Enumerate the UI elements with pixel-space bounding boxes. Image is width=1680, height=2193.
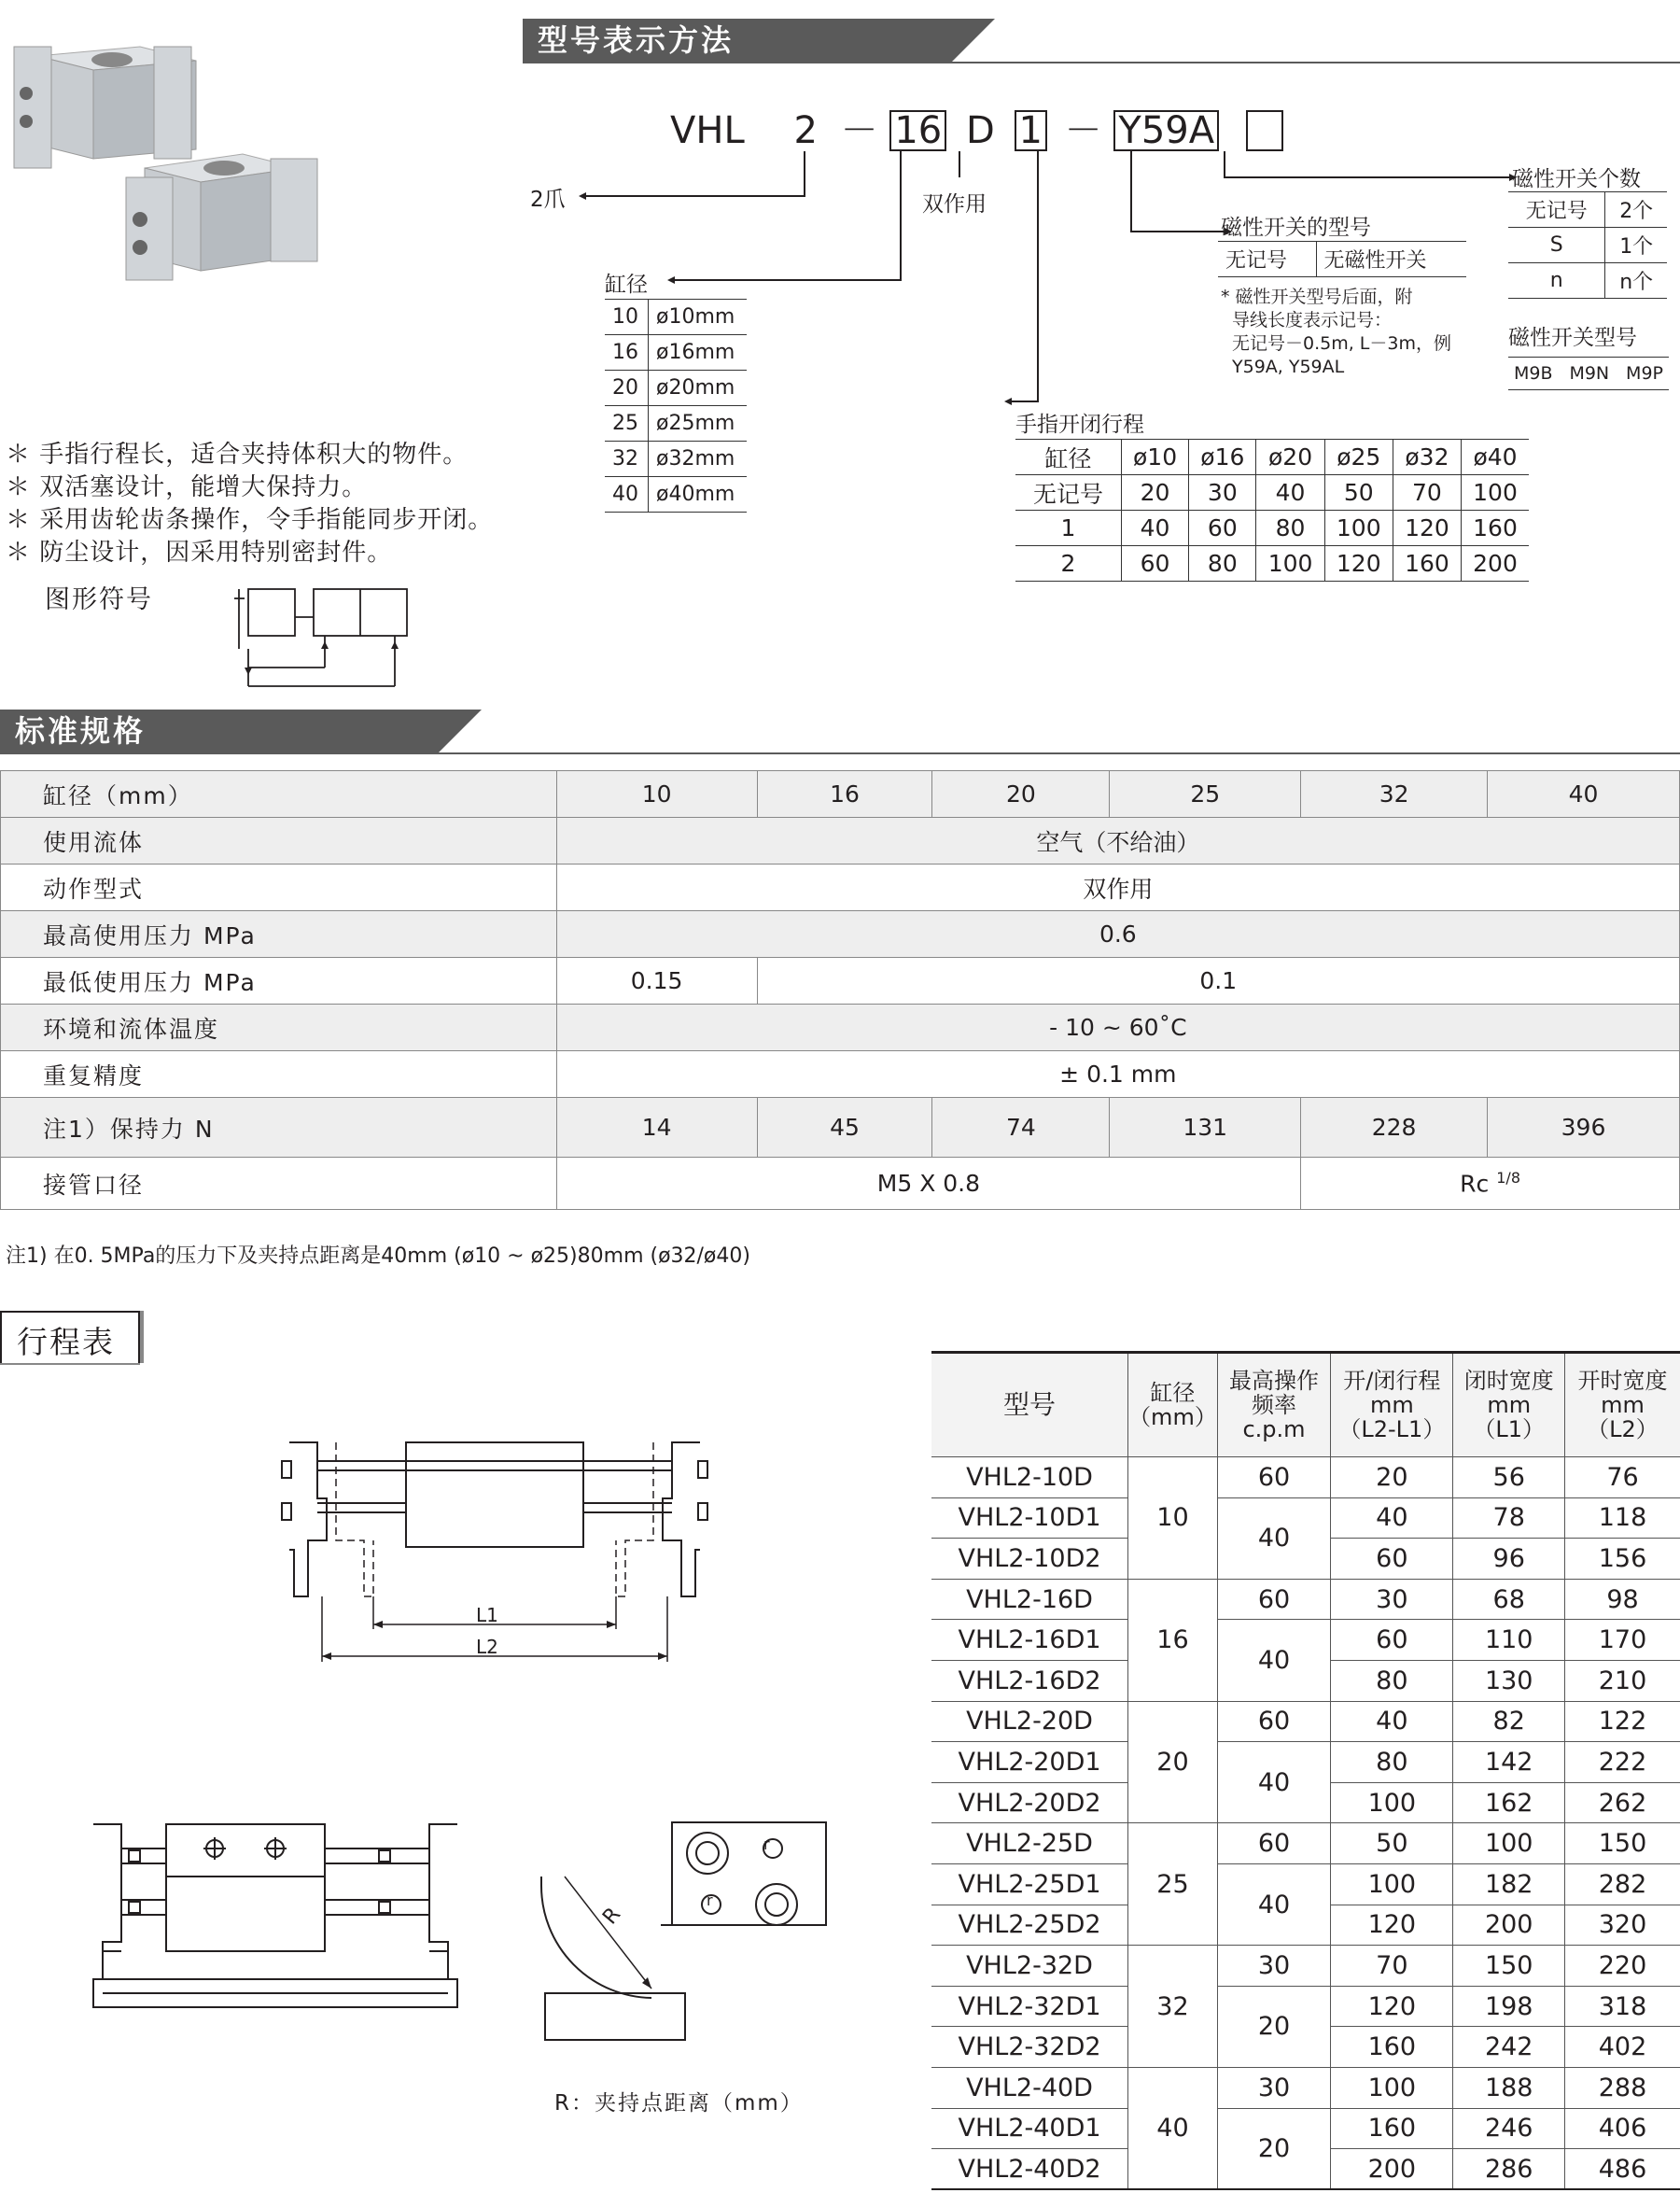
model-stroke-table bbox=[931, 1351, 1680, 2190]
closed-width-cell: 198 bbox=[1453, 1986, 1565, 2027]
bore-row bbox=[605, 335, 747, 371]
bore-cell: 10 bbox=[1128, 1457, 1218, 1580]
stroke-cell: 1 bbox=[1015, 511, 1121, 546]
model-table-row bbox=[931, 1946, 1680, 1987]
spec-row-min-pressure bbox=[1, 958, 1680, 1005]
stroke-value-cell: 60 bbox=[1331, 1620, 1453, 1661]
spec-value: 0.15 bbox=[556, 958, 757, 1005]
stroke-value-cell: 100 bbox=[1331, 1782, 1453, 1823]
switch-count-row bbox=[1508, 263, 1667, 299]
spec-label: 接管口径 bbox=[1, 1158, 557, 1210]
freq-cell: 40 bbox=[1217, 1742, 1330, 1823]
bore-code-table bbox=[605, 299, 747, 513]
model-table-header-line: 闭时宽度 bbox=[1463, 1368, 1554, 1394]
switch-none-desc: 无磁性开关 bbox=[1316, 242, 1466, 277]
spec-row-port bbox=[1, 1158, 1680, 1210]
stroke-cell: 200 bbox=[1462, 546, 1529, 582]
stroke-row bbox=[1015, 546, 1529, 582]
spec-value: - 10 ~ 60˚C bbox=[556, 1005, 1679, 1051]
open-width-cell: 76 bbox=[1565, 1457, 1680, 1498]
freq-cell: 40 bbox=[1217, 1863, 1330, 1945]
closed-width-cell: 182 bbox=[1453, 1863, 1565, 1905]
stroke-value-cell: 30 bbox=[1331, 1579, 1453, 1620]
spec-table bbox=[0, 770, 1680, 1210]
clamp-caption: R：夹持点距离（mm） bbox=[554, 2091, 804, 2116]
stroke-cell: 2 bbox=[1015, 546, 1121, 582]
closed-width-cell: 150 bbox=[1453, 1946, 1565, 1987]
open-width-cell: 150 bbox=[1565, 1823, 1680, 1864]
spec-banner-underline bbox=[0, 752, 1680, 754]
switch-models-row bbox=[1508, 357, 1669, 390]
bore-size: ø32mm bbox=[649, 442, 747, 477]
closed-width-cell: 246 bbox=[1453, 2108, 1565, 2149]
dim-tiny-r-1: r bbox=[763, 1835, 770, 1853]
code-dash-1: － bbox=[840, 109, 878, 152]
bore-row bbox=[605, 300, 747, 335]
closed-width-cell: 96 bbox=[1453, 1539, 1565, 1580]
spec-label: 缸径（mm） bbox=[1, 771, 557, 818]
stroke-value-cell: 20 bbox=[1331, 1457, 1453, 1498]
stroke-cell: 70 bbox=[1393, 475, 1461, 511]
spec-label: 重复精度 bbox=[1, 1051, 557, 1098]
switch-type-title: 磁性开关的型号 bbox=[1221, 216, 1371, 240]
model-cell: VHL2-10D2 bbox=[931, 1539, 1128, 1580]
model-table-header-line: 缸径 bbox=[1150, 1380, 1196, 1406]
clamp-distance-drawing bbox=[532, 1811, 840, 2054]
spec-value: ± 0.1 mm bbox=[556, 1051, 1679, 1098]
open-width-cell: 282 bbox=[1565, 1863, 1680, 1905]
code-switch-box: Y59A bbox=[1113, 110, 1219, 151]
open-width-cell: 98 bbox=[1565, 1579, 1680, 1620]
feature-item: ＊ 防尘设计，因采用特别密封件。 bbox=[6, 539, 393, 567]
stroke-cell: 120 bbox=[1324, 546, 1393, 582]
closed-width-cell: 82 bbox=[1453, 1701, 1565, 1742]
freq-cell: 60 bbox=[1217, 1823, 1330, 1864]
freq-cell: 40 bbox=[1217, 1620, 1330, 1701]
open-width-cell: 210 bbox=[1565, 1660, 1680, 1701]
model-cell: VHL2-40D1 bbox=[931, 2108, 1128, 2149]
open-width-cell: 170 bbox=[1565, 1620, 1680, 1661]
model-cell: VHL2-32D2 bbox=[931, 2027, 1128, 2068]
model-table-header-line: （L2-L1） bbox=[1338, 1416, 1446, 1442]
bore-code: 40 bbox=[605, 477, 649, 513]
feature-item: ＊ 手指行程长，适合夹持体积大的物件。 bbox=[6, 441, 469, 469]
stroke-cell: 100 bbox=[1256, 546, 1324, 582]
spec-row-holding-force bbox=[1, 1098, 1680, 1158]
stroke-cell: 160 bbox=[1462, 511, 1529, 546]
stroke-header-cell: ø25 bbox=[1324, 440, 1393, 475]
spec-value: 228 bbox=[1301, 1098, 1488, 1158]
stroke-section-tab bbox=[0, 1311, 140, 1363]
open-width-cell: 122 bbox=[1565, 1701, 1680, 1742]
bore-cell: 32 bbox=[1128, 1946, 1218, 2068]
spec-row-action bbox=[1, 865, 1680, 911]
stroke-code-table bbox=[1015, 439, 1529, 582]
stroke-value-cell: 200 bbox=[1331, 2149, 1453, 2190]
stroke-section-title: 行程表 bbox=[17, 1324, 115, 1360]
stroke-header-cell: 缸径 bbox=[1015, 440, 1121, 475]
code-bore-box: 16 bbox=[889, 110, 946, 151]
stroke-value-cell: 40 bbox=[1331, 1701, 1453, 1742]
closed-width-cell: 200 bbox=[1453, 1905, 1565, 1946]
code-action: D bbox=[965, 109, 995, 152]
bore-size: ø25mm bbox=[649, 406, 747, 442]
model-cell: VHL2-25D2 bbox=[931, 1905, 1128, 1946]
spec-value: 双作用 bbox=[556, 865, 1679, 911]
model-table-row bbox=[931, 2067, 1680, 2108]
model-cell: VHL2-25D1 bbox=[931, 1863, 1128, 1905]
freq-cell: 30 bbox=[1217, 1946, 1330, 1987]
spec-row-temp bbox=[1, 1005, 1680, 1051]
model-table-header bbox=[1453, 1353, 1565, 1457]
stroke-value-cell: 100 bbox=[1331, 1863, 1453, 1905]
switch-count-code: S bbox=[1508, 228, 1605, 263]
spec-banner: 标准规格 bbox=[0, 710, 439, 752]
model-cell: VHL2-25D bbox=[931, 1823, 1128, 1864]
bore-size: ø10mm bbox=[649, 300, 747, 335]
spec-value: 396 bbox=[1488, 1098, 1680, 1158]
stroke-header-cell: ø20 bbox=[1256, 440, 1324, 475]
symbol-title: 图形符号 bbox=[45, 585, 153, 614]
code-stroke-box: 1 bbox=[1015, 110, 1047, 151]
model-table-row bbox=[931, 1457, 1680, 1498]
spec-row-max-pressure bbox=[1, 911, 1680, 958]
open-width-cell: 118 bbox=[1565, 1497, 1680, 1539]
model-table-row bbox=[931, 1986, 1680, 2027]
spec-value: 131 bbox=[1110, 1098, 1301, 1158]
switch-none-code: 无记号 bbox=[1218, 242, 1316, 277]
switch-count-value: 1个 bbox=[1605, 228, 1667, 263]
model-table-row bbox=[931, 1742, 1680, 1783]
switch-model: M9N bbox=[1569, 363, 1610, 384]
port-fraction: 1/8 bbox=[1496, 1169, 1520, 1188]
closed-width-cell: 56 bbox=[1453, 1457, 1565, 1498]
model-table-row bbox=[931, 1497, 1680, 1539]
model-table-header-line: 开时宽度 bbox=[1577, 1368, 1668, 1394]
spec-bore: 32 bbox=[1301, 771, 1488, 818]
bore-code: 10 bbox=[605, 300, 649, 335]
open-width-cell: 486 bbox=[1565, 2149, 1680, 2190]
model-table-header-line: （mm） bbox=[1128, 1404, 1217, 1430]
bore-cell: 25 bbox=[1128, 1823, 1218, 1946]
spec-bore: 10 bbox=[556, 771, 757, 818]
spec-label: 最高使用压力 MPa bbox=[1, 911, 557, 958]
stroke-cell: 50 bbox=[1324, 475, 1393, 511]
spec-label: 环境和流体温度 bbox=[1, 1005, 557, 1051]
model-table-header-line: c.p.m bbox=[1242, 1416, 1306, 1442]
closed-width-cell: 100 bbox=[1453, 1823, 1565, 1864]
model-cell: VHL2-10D1 bbox=[931, 1497, 1128, 1539]
spec-value: 空气（不给油） bbox=[556, 818, 1679, 865]
model-code-string bbox=[670, 110, 1283, 151]
closed-width-cell: 78 bbox=[1453, 1497, 1565, 1539]
spec-note: 注1) 在0. 5MPa的压力下及夹持点距离是40mm (ø10 ~ ø25)80mm (ø32/ø40) bbox=[6, 1244, 750, 1268]
bore-code: 25 bbox=[605, 406, 649, 442]
spec-value: 0.1 bbox=[757, 958, 1679, 1005]
spec-row-repeat bbox=[1, 1051, 1680, 1098]
switch-count-code: n bbox=[1508, 263, 1605, 299]
model-cell: VHL2-20D1 bbox=[931, 1742, 1128, 1783]
model-table-row bbox=[931, 2108, 1680, 2149]
switch-count-value: n个 bbox=[1605, 263, 1667, 299]
stroke-value-cell: 50 bbox=[1331, 1823, 1453, 1864]
model-cell: VHL2-16D bbox=[931, 1579, 1128, 1620]
bore-code: 32 bbox=[605, 442, 649, 477]
model-cell: VHL2-32D bbox=[931, 1946, 1128, 1987]
port-rc: Rc bbox=[1460, 1170, 1490, 1198]
stroke-cell: 60 bbox=[1189, 511, 1256, 546]
closed-width-cell: 162 bbox=[1453, 1782, 1565, 1823]
stroke-value-cell: 100 bbox=[1331, 2067, 1453, 2108]
stroke-cell: 60 bbox=[1121, 546, 1188, 582]
closed-width-cell: 130 bbox=[1453, 1660, 1565, 1701]
spec-value: 74 bbox=[932, 1098, 1110, 1158]
stroke-cell: 100 bbox=[1462, 475, 1529, 511]
stroke-value-cell: 80 bbox=[1331, 1660, 1453, 1701]
spec-value-port-large bbox=[1301, 1158, 1680, 1210]
closed-width-cell: 110 bbox=[1453, 1620, 1565, 1661]
feature-list bbox=[6, 439, 493, 569]
dim-tiny-r-2: r bbox=[707, 1891, 713, 1909]
stroke-value-cell: 160 bbox=[1331, 2108, 1453, 2149]
banner-underline bbox=[523, 62, 1680, 63]
switch-count-value: 2个 bbox=[1605, 192, 1667, 228]
top-view-drawing bbox=[84, 1811, 467, 2045]
freq-cell: 20 bbox=[1217, 2108, 1330, 2189]
bore-row bbox=[605, 406, 747, 442]
code-count-box bbox=[1246, 110, 1283, 151]
open-width-cell: 156 bbox=[1565, 1539, 1680, 1580]
freq-cell: 30 bbox=[1217, 2067, 1330, 2108]
feature-item: ＊ 双活塞设计，能增大保持力。 bbox=[6, 473, 368, 501]
model-table-header-line: 频率 bbox=[1252, 1392, 1297, 1418]
closed-width-cell: 242 bbox=[1453, 2027, 1565, 2068]
stroke-value-cell: 40 bbox=[1331, 1497, 1453, 1539]
model-table-header bbox=[931, 1353, 1128, 1457]
switch-count-row bbox=[1508, 192, 1667, 228]
stroke-cell: 80 bbox=[1256, 511, 1324, 546]
model-table-header bbox=[1331, 1353, 1453, 1457]
closed-width-cell: 286 bbox=[1453, 2149, 1565, 2190]
open-width-cell: 288 bbox=[1565, 2067, 1680, 2108]
feature-item: ＊ 采用齿轮齿条操作，令手指能同步开闭。 bbox=[6, 506, 494, 534]
dim-l1: L1 bbox=[476, 1604, 498, 1626]
stroke-section-underline bbox=[0, 1363, 140, 1365]
spec-label: 最低使用压力 MPa bbox=[1, 958, 557, 1005]
spec-value: M5 X 0.8 bbox=[556, 1158, 1301, 1210]
model-table-header-line: 开/闭行程 bbox=[1343, 1368, 1441, 1394]
model-cell: VHL2-40D bbox=[931, 2067, 1128, 2108]
code-claws: 2 bbox=[793, 109, 818, 152]
bore-row bbox=[605, 442, 747, 477]
stroke-cell: 20 bbox=[1121, 475, 1188, 511]
spec-value: 14 bbox=[556, 1098, 757, 1158]
product-photo bbox=[0, 19, 336, 299]
model-cell: VHL2-16D1 bbox=[931, 1620, 1128, 1661]
switch-note-line: Y59A, Y59AL bbox=[1232, 357, 1345, 377]
open-width-cell: 262 bbox=[1565, 1782, 1680, 1823]
switch-count-row bbox=[1508, 228, 1667, 263]
model-table-header-line: 最高操作 bbox=[1229, 1368, 1320, 1394]
code-dash-2: － bbox=[1064, 109, 1102, 152]
model-table-row bbox=[931, 1823, 1680, 1864]
gripper-closed-illustration bbox=[126, 154, 317, 280]
model-table-row bbox=[931, 1579, 1680, 1620]
freq-cell: 40 bbox=[1217, 1497, 1330, 1579]
switch-count-table bbox=[1508, 191, 1667, 299]
closed-width-cell: 142 bbox=[1453, 1742, 1565, 1783]
spec-bore: 20 bbox=[932, 771, 1110, 818]
code-prefix: VHL bbox=[670, 109, 745, 152]
model-table-row bbox=[931, 1701, 1680, 1742]
bore-code: 20 bbox=[605, 371, 649, 406]
stroke-header-cell: ø32 bbox=[1393, 440, 1461, 475]
spec-label: 注1）保持力 N bbox=[1, 1098, 557, 1158]
bore-size: ø16mm bbox=[649, 335, 747, 371]
spec-bore: 25 bbox=[1110, 771, 1301, 818]
stroke-header-cell: ø40 bbox=[1462, 440, 1529, 475]
model-cell: VHL2-16D2 bbox=[931, 1660, 1128, 1701]
stroke-cell: 160 bbox=[1393, 546, 1461, 582]
stroke-value-cell: 120 bbox=[1331, 1986, 1453, 2027]
model-table-header-line: mm bbox=[1601, 1392, 1645, 1418]
model-cell: VHL2-40D2 bbox=[931, 2149, 1128, 2190]
stroke-cell: 30 bbox=[1189, 475, 1256, 511]
label-2claw: 2爪 bbox=[530, 188, 566, 212]
stroke-value-cell: 120 bbox=[1331, 1905, 1453, 1946]
model-table-header-line: 型号 bbox=[1003, 1389, 1057, 1420]
bore-row bbox=[605, 477, 747, 513]
switch-count-title: 磁性开关个数 bbox=[1512, 167, 1641, 191]
switch-count-code: 无记号 bbox=[1508, 192, 1605, 228]
stroke-cell: 100 bbox=[1324, 511, 1393, 546]
open-width-cell: 402 bbox=[1565, 2027, 1680, 2068]
open-width-cell: 406 bbox=[1565, 2108, 1680, 2149]
bore-size: ø40mm bbox=[649, 477, 747, 513]
model-table-header bbox=[1565, 1353, 1680, 1457]
freq-cell: 60 bbox=[1217, 1701, 1330, 1742]
spec-row-bore bbox=[1, 771, 1680, 818]
switch-note-line: * 磁性开关型号后面，附 bbox=[1221, 287, 1413, 307]
open-width-cell: 222 bbox=[1565, 1742, 1680, 1783]
spec-label: 动作型式 bbox=[1, 865, 557, 911]
closed-width-cell: 188 bbox=[1453, 2067, 1565, 2108]
pneumatic-symbol bbox=[231, 574, 418, 696]
model-table-header-line: mm bbox=[1369, 1392, 1414, 1418]
open-width-cell: 320 bbox=[1565, 1905, 1680, 1946]
model-table-row bbox=[931, 1620, 1680, 1661]
stroke-row bbox=[1015, 511, 1529, 546]
spec-row-fluid bbox=[1, 818, 1680, 865]
switch-note-line: 导线长度表示记号： bbox=[1232, 310, 1393, 330]
model-cell: VHL2-10D bbox=[931, 1457, 1128, 1498]
model-table-header-line: （L1） bbox=[1473, 1416, 1546, 1442]
bore-cell: 16 bbox=[1128, 1579, 1218, 1701]
stroke-header-row bbox=[1015, 440, 1529, 475]
switch-type-table bbox=[1218, 241, 1466, 277]
spec-value: 0.6 bbox=[556, 911, 1679, 958]
bore-cell: 40 bbox=[1128, 2067, 1218, 2189]
switch-model: M9P bbox=[1626, 363, 1663, 384]
bore-title: 缸径 bbox=[605, 273, 648, 297]
switch-note-line: 无记号－0.5m, L－3m，例 bbox=[1232, 333, 1451, 354]
model-table-header bbox=[1128, 1353, 1218, 1457]
model-table-header-line: （L2） bbox=[1587, 1416, 1659, 1442]
bore-cell: 20 bbox=[1128, 1701, 1218, 1823]
stroke-cell: 80 bbox=[1189, 546, 1256, 582]
stroke-value-cell: 80 bbox=[1331, 1742, 1453, 1783]
gripper-open-illustration bbox=[14, 47, 196, 168]
closed-width-cell: 68 bbox=[1453, 1579, 1565, 1620]
model-cell: VHL2-20D bbox=[931, 1701, 1128, 1742]
freq-cell: 60 bbox=[1217, 1579, 1330, 1620]
stroke-header-cell: ø16 bbox=[1189, 440, 1256, 475]
stroke-value-cell: 160 bbox=[1331, 2027, 1453, 2068]
freq-cell: 20 bbox=[1217, 1986, 1330, 2067]
bore-code: 16 bbox=[605, 335, 649, 371]
bore-row bbox=[605, 371, 747, 406]
switch-note bbox=[1221, 286, 1451, 379]
stroke-cell: 无记号 bbox=[1015, 475, 1121, 511]
stroke-title: 手指开闭行程 bbox=[1015, 413, 1144, 437]
bore-size: ø20mm bbox=[649, 371, 747, 406]
model-table-header bbox=[1217, 1353, 1330, 1457]
stroke-cell: 120 bbox=[1393, 511, 1461, 546]
stroke-value-cell: 60 bbox=[1331, 1539, 1453, 1580]
model-table-header-line: mm bbox=[1487, 1392, 1532, 1418]
model-cell: VHL2-20D2 bbox=[931, 1782, 1128, 1823]
open-width-cell: 220 bbox=[1565, 1946, 1680, 1987]
model-table-row bbox=[931, 1863, 1680, 1905]
spec-label: 使用流体 bbox=[1, 818, 557, 865]
spec-value: 45 bbox=[757, 1098, 932, 1158]
spec-bore: 40 bbox=[1488, 771, 1680, 818]
stroke-cell: 40 bbox=[1256, 475, 1324, 511]
model-code-banner: 型号表示方法 bbox=[523, 19, 952, 62]
spec-bore: 16 bbox=[757, 771, 932, 818]
switch-models-title: 磁性开关型号 bbox=[1508, 326, 1637, 350]
stroke-row bbox=[1015, 475, 1529, 511]
switch-model: M9B bbox=[1514, 363, 1553, 384]
model-cell: VHL2-32D1 bbox=[931, 1986, 1128, 2027]
dim-r: R bbox=[598, 1903, 626, 1930]
dim-l2: L2 bbox=[476, 1636, 498, 1658]
freq-cell: 60 bbox=[1217, 1457, 1330, 1498]
label-double-acting: 双作用 bbox=[922, 192, 987, 217]
open-width-cell: 318 bbox=[1565, 1986, 1680, 2027]
stroke-cell: 40 bbox=[1121, 511, 1188, 546]
stroke-header-cell: ø10 bbox=[1121, 440, 1188, 475]
stroke-value-cell: 70 bbox=[1331, 1946, 1453, 1987]
